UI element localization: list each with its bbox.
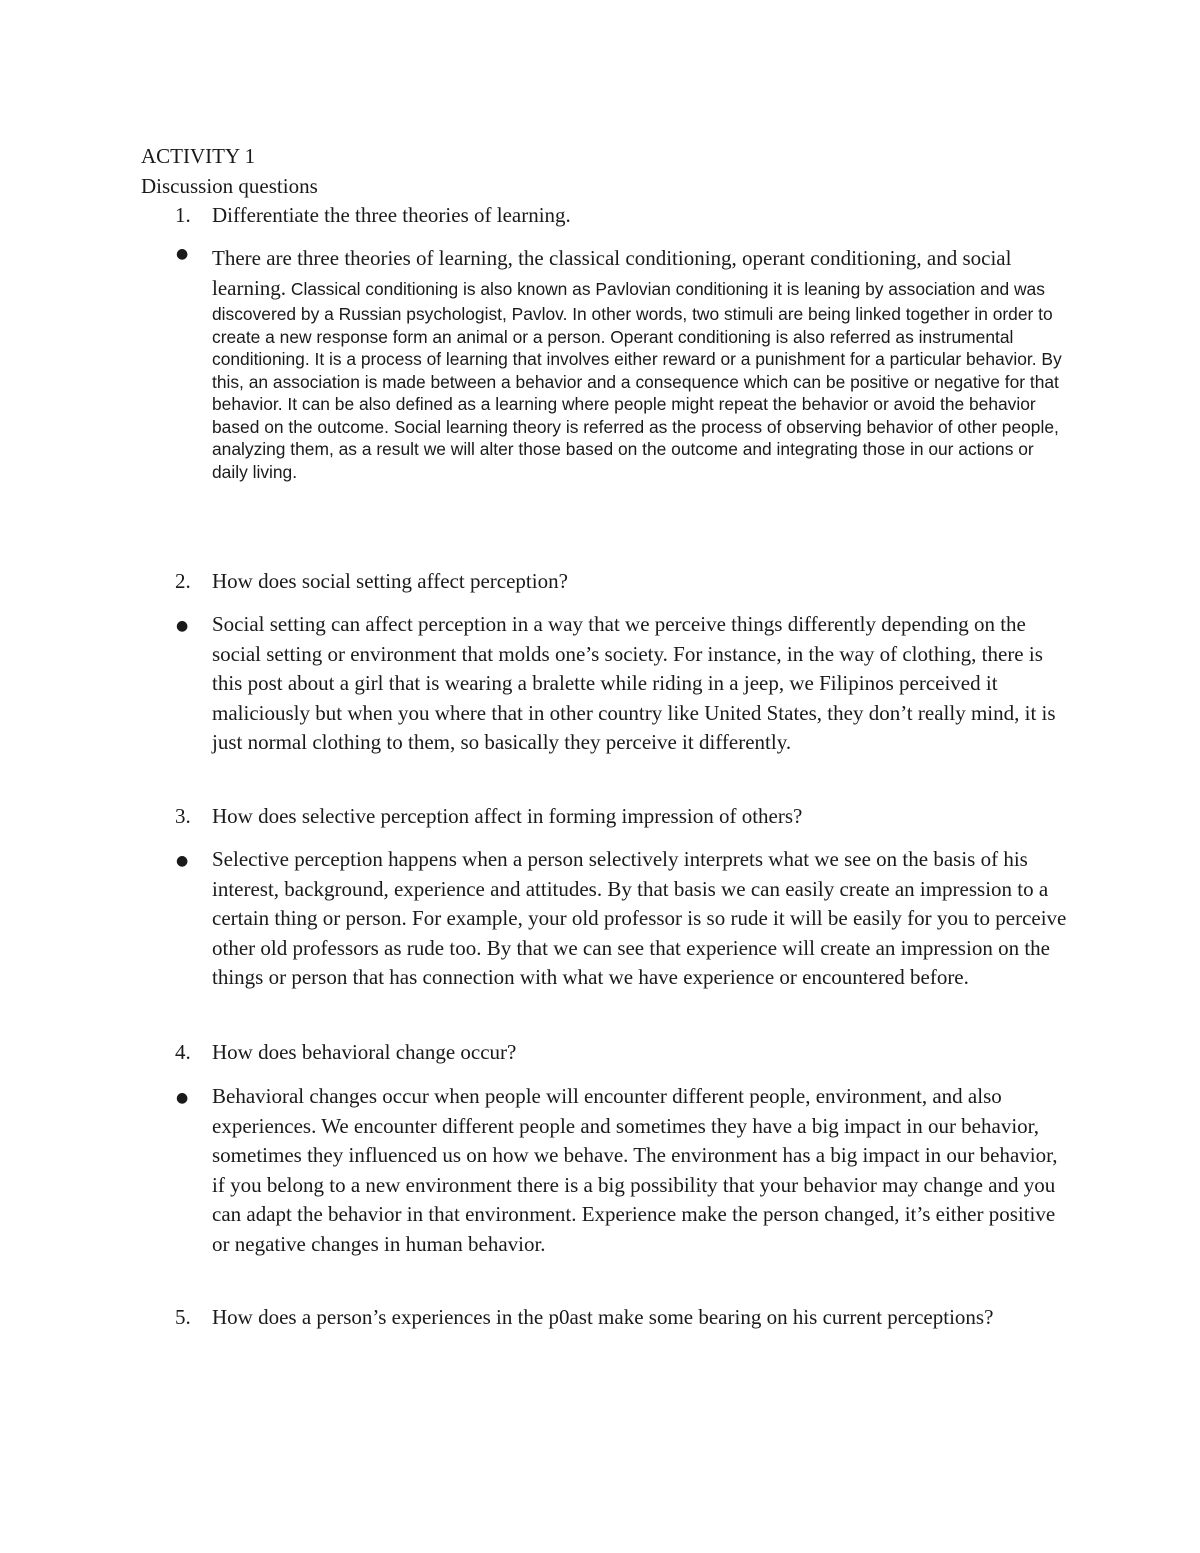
answer-2 bbox=[141, 610, 1071, 758]
question-text: How does a person’s experiences in the p0ast make some bearing on his current perceptions? bbox=[212, 1305, 994, 1329]
document-header bbox=[141, 142, 318, 201]
bullet-icon: ● bbox=[176, 853, 189, 869]
question-number: 1. bbox=[175, 203, 191, 227]
answer-text bbox=[212, 244, 1071, 483]
answer-4 bbox=[141, 1082, 1071, 1259]
bullet-icon: ● bbox=[176, 618, 189, 634]
document-title: ACTIVITY 1 bbox=[141, 144, 256, 168]
answer-1 bbox=[141, 244, 1071, 483]
question-3 bbox=[141, 802, 1071, 832]
answer-3 bbox=[141, 845, 1071, 993]
question-number: 5. bbox=[175, 1305, 191, 1329]
question-text: Differentiate the three theories of learning. bbox=[212, 203, 571, 227]
question-text: How does selective perception affect in forming impression of others? bbox=[212, 804, 803, 828]
question-number: 2. bbox=[175, 569, 191, 593]
answer-text: Social setting can affect perception in a way that we perceive things differently depending on the social setting or environment that molds one’s society. For instance, in the way of clothing, there is this post about a girl that is wearing a bralette while riding in a jeep, we Filipinos perceived it maliciously but when you where that in other country like United States, they don’t really mind, it is just normal clothing to them, so basically they perceive it differently. bbox=[212, 612, 1056, 754]
question-number: 3. bbox=[175, 804, 191, 828]
answer-text: Behavioral changes occur when people will encounter different people, environment, and also experiences. We encounter different people and sometimes they have a big impact in our behavior, sometimes they influenced us on how we behave. The environment has a big impact in our behavior, if you belong to a new environment there is a big possibility that your behavior may change and you can adapt the behavior in that environment. Experience make the person changed, it’s either positive or negative changes in human behavior. bbox=[212, 1084, 1058, 1256]
question-4 bbox=[141, 1038, 1071, 1068]
question-text: How does behavioral change occur? bbox=[212, 1040, 517, 1064]
question-1 bbox=[141, 201, 1071, 231]
bullet-icon: ● bbox=[176, 246, 189, 262]
answer-text: Selective perception happens when a person selectively interprets what we see on the basis of his interest, background, experience and attitudes. By that basis we can easily create an impression to a certain thing or person. For example, your old professor is so rude it will be easily for you to perceive other old professors as rude too. By that we can see that experience will create an impression on the things or person that has connection with what we have experience or encountered before. bbox=[212, 847, 1067, 989]
answer-lead: There are three theories of learning, the classical conditioning, operant conditioning, and social learning. bbox=[212, 246, 1012, 300]
document-subtitle: Discussion questions bbox=[141, 173, 318, 198]
bullet-icon: ● bbox=[176, 1090, 189, 1106]
answer-rest: Classical conditioning is also known as Pavlovian conditioning it is leaning by association and was discovered by a Russian psychologist, Pavlov. In other words, two stimuli are being linked together in order to create a new response form an animal or a person. Operant conditioning is also referred as instrumental conditioning. It is a process of learning that involves either reward or a punishment for a particular behavior. By this, an association is made between a behavior and a consequence which can be positive or negative for that behavior. It can be also defined as a learning where people might repeat the behavior or avoid the behavior based on the outcome. Social learning theory is referred as the process of observing behavior of other people, analyzing them, as a result we will alter those based on the outcome and integrating those in our actions or daily living. bbox=[212, 278, 1062, 482]
question-number: 4. bbox=[175, 1040, 191, 1064]
question-text: How does social setting affect perception? bbox=[212, 569, 568, 593]
question-5 bbox=[141, 1303, 1071, 1333]
question-2 bbox=[141, 567, 1071, 597]
